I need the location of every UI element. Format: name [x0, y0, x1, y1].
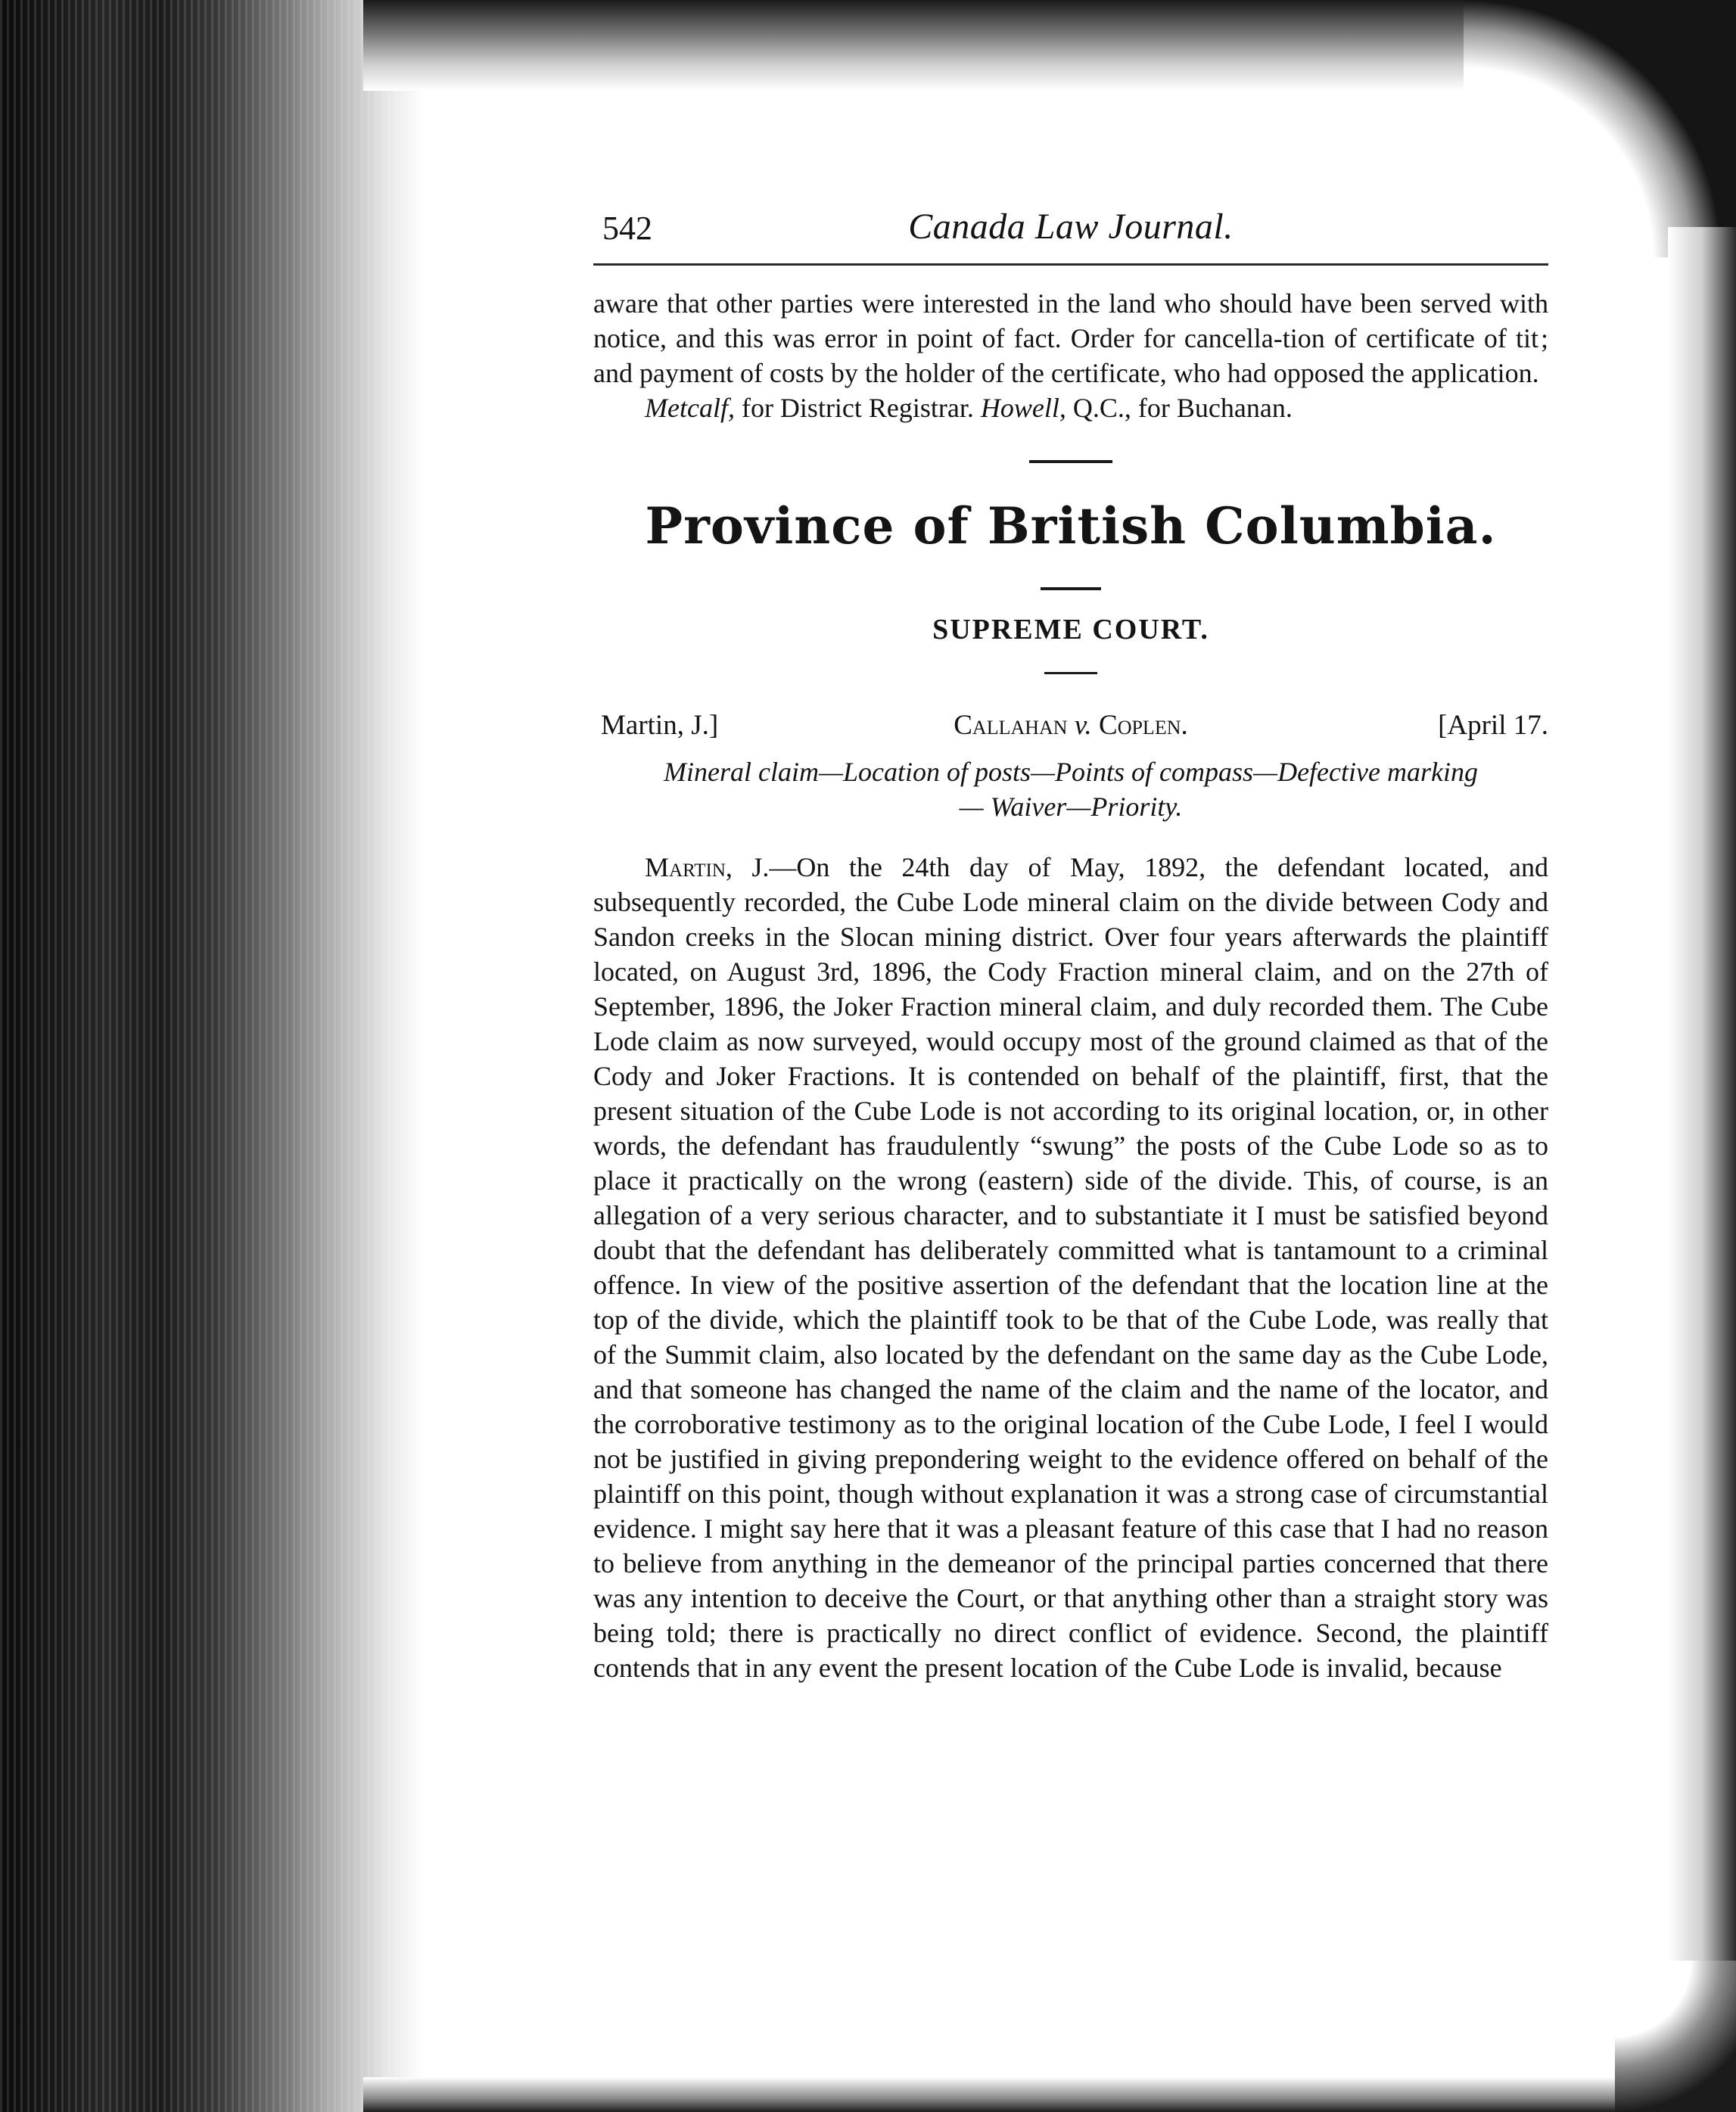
judgment-text: —On the 24th day of May, 1892, the defendant located, and subsequently recorded, the Cube Lode mineral claim on the divide between Cody and Sandon creeks in the Slocan mining district. Over four years afterwards the plaintiff located, on August 3rd, 1896, the Cody Fraction mineral claim, and on the 27th of September, 1896, the Joker Fraction mineral claim, and duly recorded them. The Cube Lode claim as now surveyed, would occupy most of the ground claimed as that of the Cody and Joker Fractions. It is contended on behalf of the plaintiff, first, that the present situation of the Cube Lode is not according to its original location, or, in other words, the defendant has fraudulently “swung” the posts of the Cube Lode so as to place it practically on the wrong (eastern) side of the divide. This, of course, is an allegation of a very serious character, and to substantiate it I must be satisfied beyond doubt that the defendant has deliberately committed what is tantamount to a criminal offence. In view of the positive assertion of the defendant that the location line at the top of the divide, which the plaintiff took to be that of the Cube Lode, was really that of the Summit claim, also located by the defendant on the same day as the Cube Lode, and that someone has changed the name of the claim and the name of the locator, and the corroborative testimony as to the original location of the Cube Lode, I feel I would not be justified in giving prepondering weight to the evidence offered on behalf of the plaintiff on this point, though without explanation it was a strong case of circumstantial evidence. I might say here that it was a pleasant feature of this case that I had no reason to believe from anything in the demeanor of the principal parties concerned that there was any intention to deceive the Court, or that anything other than a straight story was being told; there is practically no direct conflict of evidence. Second, the plaintiff contends that in any event the present location of the Cube Lode is invalid, because	[593, 852, 1548, 1683]
counsel-line	[593, 390, 1548, 425]
catchwords	[593, 754, 1548, 824]
case-versus: v.	[1067, 710, 1100, 741]
court-divider	[1044, 672, 1097, 674]
heading-divider	[1041, 587, 1101, 590]
counsel-1-name: Metcalf,	[645, 393, 735, 423]
counsel-1-role: for District Registrar.	[734, 393, 981, 423]
counsel-2-name: Howell,	[980, 393, 1066, 423]
judgment-speaker: Martin, J.	[645, 852, 770, 882]
binding-shadow	[0, 0, 424, 2112]
counsel-2-role: Q.C., for Buchanan.	[1066, 393, 1293, 423]
header-rule	[593, 263, 1548, 266]
scan-bottom-edge	[363, 2077, 1736, 2112]
scan-right-edge	[1668, 227, 1736, 2112]
case-judge: Martin, J.]	[601, 710, 719, 741]
judgment-paragraph	[593, 850, 1548, 1685]
case-date: [April 17.	[1438, 710, 1548, 741]
catchwords-line-2: — Waiver—Priority.	[959, 792, 1183, 822]
catchwords-line-1: Mineral claim—Location of posts—Points of compass—Defective marking	[664, 757, 1478, 787]
continued-paragraph: aware that other parties were interested in the land who should have been served with notice, and this was error in point of fact. Order for cancella-tion of certificate of tit ; and payment of costs by the holder of the certificate, who had opposed the application.	[593, 288, 1548, 388]
section-divider	[1029, 460, 1112, 463]
case-defendant: Coplen.	[1099, 710, 1188, 741]
case-line	[593, 709, 1548, 747]
case-name	[593, 709, 1548, 742]
scan-bottom-right-corner	[1615, 1961, 1736, 2112]
case-plaintiff: Callahan	[954, 710, 1068, 741]
page-number: 542	[602, 210, 652, 247]
court-heading: SUPREME COURT.	[932, 614, 1209, 645]
page-header	[593, 204, 1548, 257]
running-title: Canada Law Journal.	[908, 207, 1234, 247]
journal-page	[593, 204, 1548, 1685]
province-heading: Province of British Columbia.	[645, 496, 1497, 555]
